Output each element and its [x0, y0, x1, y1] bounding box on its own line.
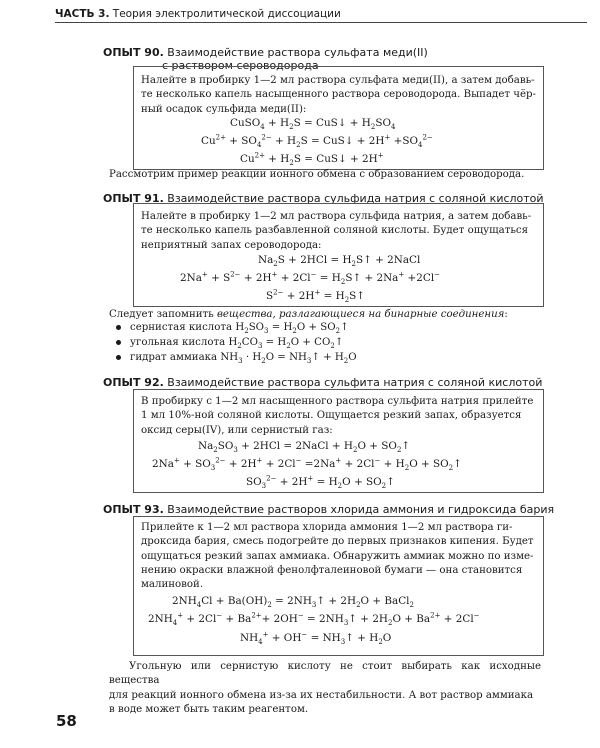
exp90-eq-short-ionic: $Cu^{2+} + H_2S$ = CuS↓ + 2H+: [240, 151, 384, 168]
exp90-text: [141, 74, 539, 117]
exp92-text: [141, 395, 539, 438]
exp93-label: ОПЫТ 93.: [103, 503, 164, 516]
part-label: ЧАСТЬ 3.: [55, 8, 110, 20]
exp91-line-2: те несколько капель разбавленной соляной кислоты. Будет ощущаться: [141, 225, 529, 237]
exp90-line-2: те несколько капель насыщенного раствора сероводорода. Выпадет чёр-: [141, 89, 536, 101]
exp92-line-2: 1 мл 10%-ной соляной кислоты. Ощущается резкий запах, образуется: [141, 410, 522, 422]
exp91-eq-molecular: $Na_2S + 2HCl$ = $H_2S↑$ + 2NaCl: [258, 254, 421, 269]
list-item: гидрат аммиака $NH_3 \cdot H_2O$ = $NH_3↑ + H_2O$: [116, 352, 357, 363]
exp91-note: [109, 308, 541, 322]
exp93-line-4: нению окраски влажной фенолфталеиновой бумаги — она становится: [141, 564, 523, 576]
exp90-label: ОПЫТ 90.: [103, 46, 164, 59]
exp93-line-5: малиновой.: [141, 579, 204, 591]
exp91-note-italic: вещества, разлагающиеся на бинарные соединения: [216, 309, 505, 320]
bullet-label: гидрат аммиака: [130, 352, 218, 363]
exp92-line-3: оксид серы(IV), или сернистый газ:: [141, 424, 333, 436]
bullet-icon: [116, 325, 121, 330]
exp93-eq-molecular: $2NH_4Cl + Ba(OH)_2$ = $2NH_3↑ + 2H_2O$ + BaCl$_2$: [172, 595, 414, 610]
exp92-eq-full-ionic: $2Na^+ + SO_3^{2-} + 2H^+ + 2Cl^- =2Na^+ + 2Cl^- + H_2O$ + $SO_2↑$: [152, 456, 462, 473]
exp91-eq-full-ionic: $2Na^+ + S^{2-} + 2H^+ + 2Cl^-$ = $H_2S↑ + 2Na^+ +2Cl^-$: [180, 270, 441, 287]
exp91-line-3: неприятный запах сероводорода:: [141, 239, 322, 251]
exp91-note-suffix: :: [504, 309, 508, 320]
exp92-heading: [103, 375, 542, 390]
exp92-line-1: В пробирку с 1—2 мл насыщенного раствора сульфита натрия прилейте: [141, 396, 534, 407]
exp91-line-1: Налейте в пробирку 1—2 мл раствора сульфида натрия, а затем добавь-: [141, 211, 532, 222]
exp91-text: [141, 210, 539, 253]
exp90-title-1: Взаимодействие раствора сульфата меди(II): [167, 46, 428, 59]
exp93-title: Взаимодействие растворов хлорида аммония и гидроксида бария: [167, 503, 555, 516]
exp92-label: ОПЫТ 92.: [103, 376, 164, 389]
exp93-after: [109, 660, 541, 717]
exp93-eq-full-ionic: $2NH_4^+ + 2Cl^- + Ba^{2+}+ 2OH^-$ = $2NH_3↑ + 2H_2O + Ba^{2+} + 2Cl^-$: [148, 611, 480, 628]
exp93-after-2: для реакций ионного обмена из-за их нестабильности. А вот раствор аммиака: [109, 689, 534, 701]
bullet-icon: [116, 340, 121, 345]
exp92-title: Взаимодействие раствора сульфита натрия с соляной кислотой: [167, 376, 543, 389]
exp93-after-1: Угольную или сернистую кислоту не стоит выбирать как исходные вещества: [109, 661, 541, 687]
exp93-line-3: ощущаться резкий запах аммиака. Обнаружить аммиак можно по изме-: [141, 550, 534, 562]
exp91-title: Взаимодействие раствора сульфида натрия с соляной кислотой: [167, 192, 544, 205]
exp93-heading: [103, 502, 554, 517]
bullet-label: сернистая кислота: [130, 322, 233, 333]
exp90-line-1: Налейте в пробирку 1—2 мл раствора сульфата меди(II), а затем добавь-: [141, 75, 535, 86]
exp90-eq-full-ionic: $Cu^{2+} + SO_4^{2-} + H_2S$ = CuS↓ + $2H^+ +SO_4^{2-}$: [201, 133, 433, 150]
header-rule: [55, 22, 587, 23]
part-title: Теория электролитической диссоциации: [112, 8, 341, 20]
exp92-eq-short-ionic: $SO_3^{2-} + 2H^+ = H_2O$ + $SO_2↑$: [246, 474, 395, 491]
exp90-eq-molecular: CuSO$_4$ + $H_2S$ = CuS↓ + $H_2SO_4$: [230, 117, 396, 132]
exp92-eq-molecular: $Na_2SO_3 + 2HCl$ = 2NaCl + $H_2O$ + $SO_2↑$: [198, 440, 411, 455]
exp90-title-2: с раствором сероводорода: [162, 59, 319, 72]
exp93-text: [141, 521, 539, 592]
exp90-line-3: ный осадок сульфида меди(II):: [141, 103, 307, 115]
running-header: [55, 8, 341, 20]
exp90-heading: [103, 45, 428, 60]
exp93-after-3: в воде может быть таким реагентом.: [109, 703, 309, 715]
bullet-label: угольная кислота: [130, 337, 226, 348]
page-number: 58: [56, 712, 77, 730]
list-item: сернистая кислота $H_2SO_3 = H_2O$ + $SO_2↑$: [116, 322, 349, 333]
exp91-eq-short-ionic: $S^{2-} + 2H^+$ = $H_2S↑$: [266, 288, 365, 305]
list-item: угольная кислота $H_2CO_3 = H_2O$ + $CO_2↑$: [116, 337, 343, 348]
exp93-eq-short-ionic: $NH_4^+ + OH^-$ = $NH_3↑ + H_2O$: [240, 630, 392, 647]
exp91-label: ОПЫТ 91.: [103, 192, 164, 205]
exp93-line-1: Прилейте к 1—2 мл раствора хлорида аммония 1—2 мл раствора ги-: [141, 522, 513, 533]
exp91-note-prefix: Следует запомнить: [109, 309, 217, 320]
exp93-line-2: дроксида бария, смесь подогрейте до первых признаков кипения. Будет: [141, 536, 534, 548]
exp90-after: Рассмотрим пример реакции ионного обмена с образованием сероводорода.: [109, 169, 525, 180]
bullet-icon: [116, 355, 121, 360]
